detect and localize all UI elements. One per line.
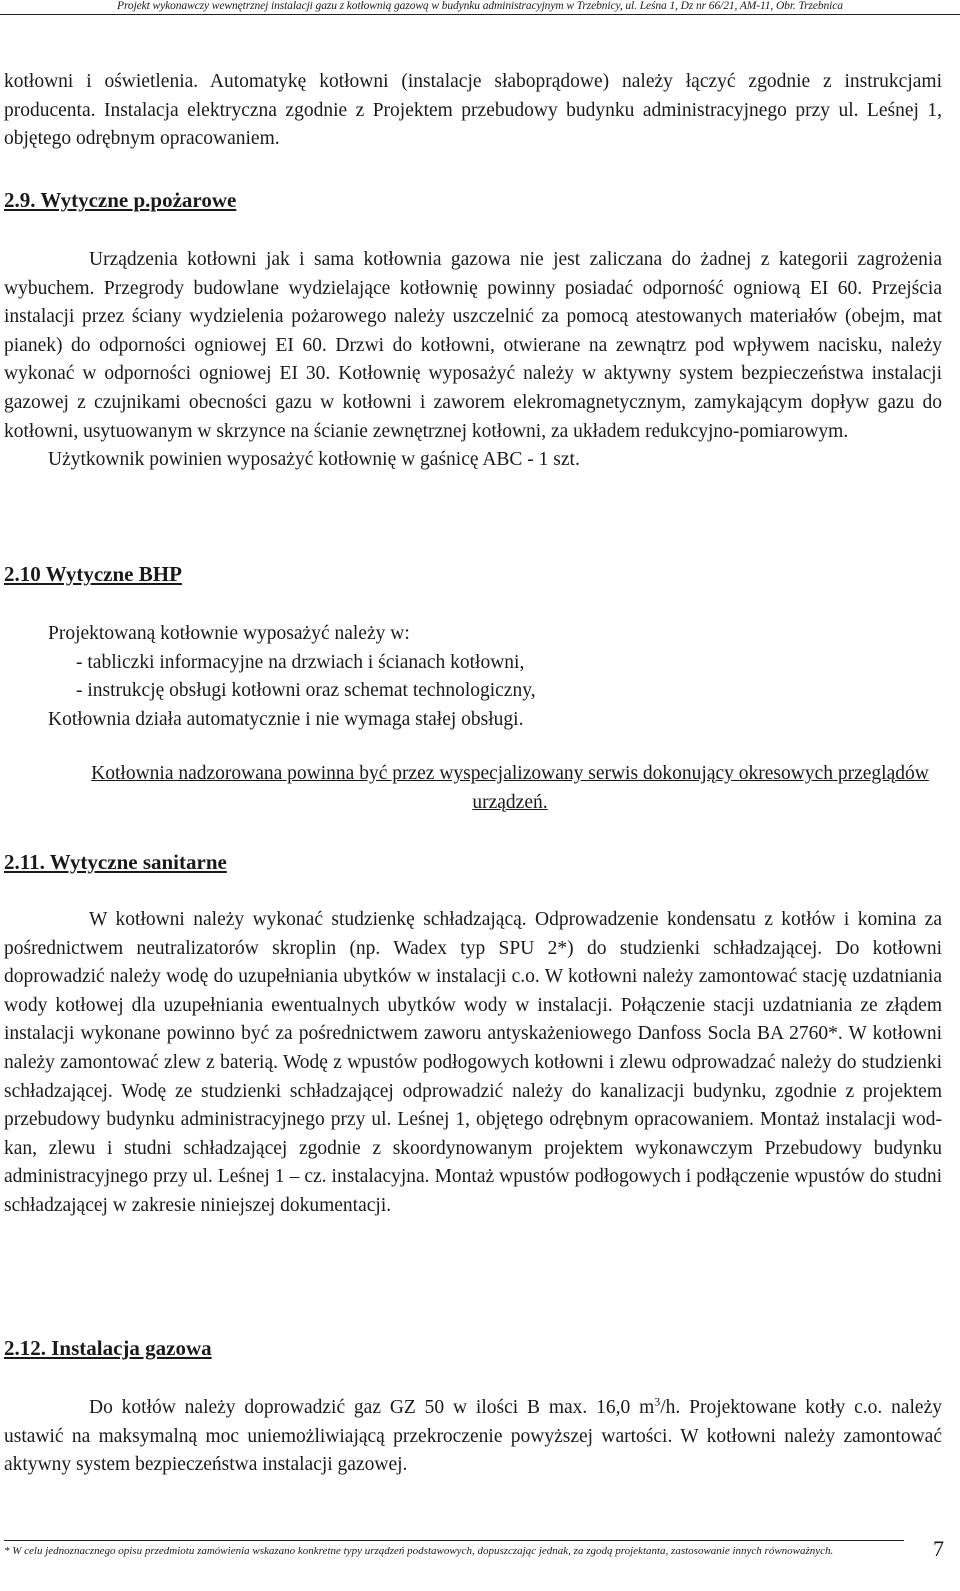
page-number: 7: [933, 1536, 944, 1561]
gas-section-body: [4, 1394, 942, 1480]
footnote: * W celu jednoznacznego opisu przedmiotu zamówienia wskazano konkretne typy urządzeń podstawowych, dopuszczając jednak, za zgodą projektanta, zastosowanie innych równoważnych.: [4, 1540, 904, 1558]
sanitary-section-body: [4, 906, 942, 1221]
bhp-list-item: - instrukcję obsługi kotłowni oraz schemat technologiczny,: [76, 680, 536, 702]
fire-paragraph: Urządzenia kotłowni jak i sama kotłownia gazowa nie jest zaliczana do żadnej z kategorii zagrożenia wybuchem. Przegrody budowlane wydzielające kotłownię powinny posiadać odporność ogniową EI 60. Przejścia instalacji przez ściany wydzielenia pożarowego należy uszczelnić za pomocą atestowanych materiałów (obejm, mat pianek) do odporności ogniowej EI 60. Drzwi do kotłowni, otwierane na zewnątrz pod wpływem nacisku, należy wykonać w odporności ogniowej EI 30. Kotłownię wyposażyć należy w aktywny system bezpieczeństwa instalacji gazowej z czujnikami obecności gazu w kotłowni i zaworem elekromagnetycznym, zamykającym dopływ gazu do kotłowni, usytuowanym w skrzynce na ścianie zewnętrznej kotłowni, za układem redukcyjno-pomiarowym.: [4, 249, 942, 442]
bhp-closing: Kotłownia działa automatycznie i nie wymaga stałej obsługi.: [48, 708, 524, 730]
fire-extinguisher-note: Użytkownik powinien wyposażyć kotłownię w gaśnicę ABC - 1 szt.: [48, 449, 580, 471]
cubic-superscript: 3: [654, 1394, 661, 1409]
fire-section-body: [4, 246, 942, 475]
intro-paragraph: [4, 68, 942, 154]
bhp-list-item: - tabliczki informacyjne na drzwiach i ścianach kotłowni,: [76, 651, 525, 673]
intro-text: kotłowni i oświetlenia. Automatykę kotłowni (instalacje słaboprądowe) należy łączyć zgodnie z instrukcjami producenta. Instalacja elektryczna zgodnie z Projektem przebudowy budynku administracyjnego przy ul. Leśnej 1, objętego odrębnym opracowaniem.: [4, 71, 942, 150]
gas-text-end: /h. Projektowane kotły c.o. należy ustawić na maksymalną moc uniemożliwiającą przekroczenie powyższej wartości. W kotłowni należy zamontować aktywny system bezpieczeństwa instalacji gazowej.: [4, 1397, 942, 1476]
section-heading-fire: 2.9. Wytyczne p.pożarowe: [4, 188, 237, 212]
section-heading-sanitary: 2.11. Wytyczne sanitarne: [4, 850, 227, 874]
gas-text-start: Do kotłów należy doprowadzić gaz GZ 50 w ilości B max. 16,0 m: [89, 1397, 655, 1418]
section-heading-bhp: 2.10 Wytyczne BHP: [4, 562, 182, 586]
bhp-section-body: [48, 620, 938, 734]
sanitary-paragraph: W kotłowni należy wykonać studzienkę schładzającą. Odprowadzenie kondensatu z kotłów i komina za pośrednictwem neutralizatorów skroplin (np. Wadex typ SPU 2*) do studzienki schładzającej. Do kotłowni doprowadzić należy wodę do uzupełniania ubytków w instalacji c.o. W kotłowni należy zamontować stację uzdatniania wody kotłowej dla uzupełniania ewentualnych ubytków wody w instalacji. Połączenie stacji uzdatniania ze złądem instalacji wykonane powinno być za pośrednictwem zaworu antyskażeniowego Danfoss Socla BA 2760*. W kotłowni należy zamontować zlew z baterią. Wodę z wpustów podłogowych kotłowni i zlewu odprowadzać należy do studzienki schładzającej. Wodę ze studzienki schładzającej odprowadzić należy do kanalizacji budynku, zgodnie z projektem przebudowy budynku administracyjnego przy ul. Leśnej 1, objętego odrębnym opracowaniem. Montaż instalacji wod-kan, zlewu i studni schładzającej zgodnie z skoordynowanym projektem wykonawczym Przebudowy budynku administracyjnego przy ul. Leśnej 1 – cz. instalacyjna. Montaż wpustów podłogowych i podłączenie wpustów do studni schładzającej w zakresie niniejszej dokumentacji.: [4, 909, 942, 1216]
gas-paragraph: [4, 1394, 942, 1480]
bhp-intro: Projektowaną kotłownie wyposażyć należy w:: [48, 623, 410, 644]
section-heading-gas: 2.12. Instalacja gazowa: [4, 1336, 212, 1360]
running-header: Projekt wykonawczy wewnętrznej instalacji gazu z kotłownią gazową w budynku administracyjnym w Trzebnicy, ul. Leśna 1, Dz nr 66/21, AM-11, Obr. Trzebnica: [0, 0, 960, 15]
service-notice: Kotłownia nadzorowana powinna być przez wyspecjalizowany serwis dokonujący okresowych przeglądów urządzeń.: [91, 763, 929, 813]
